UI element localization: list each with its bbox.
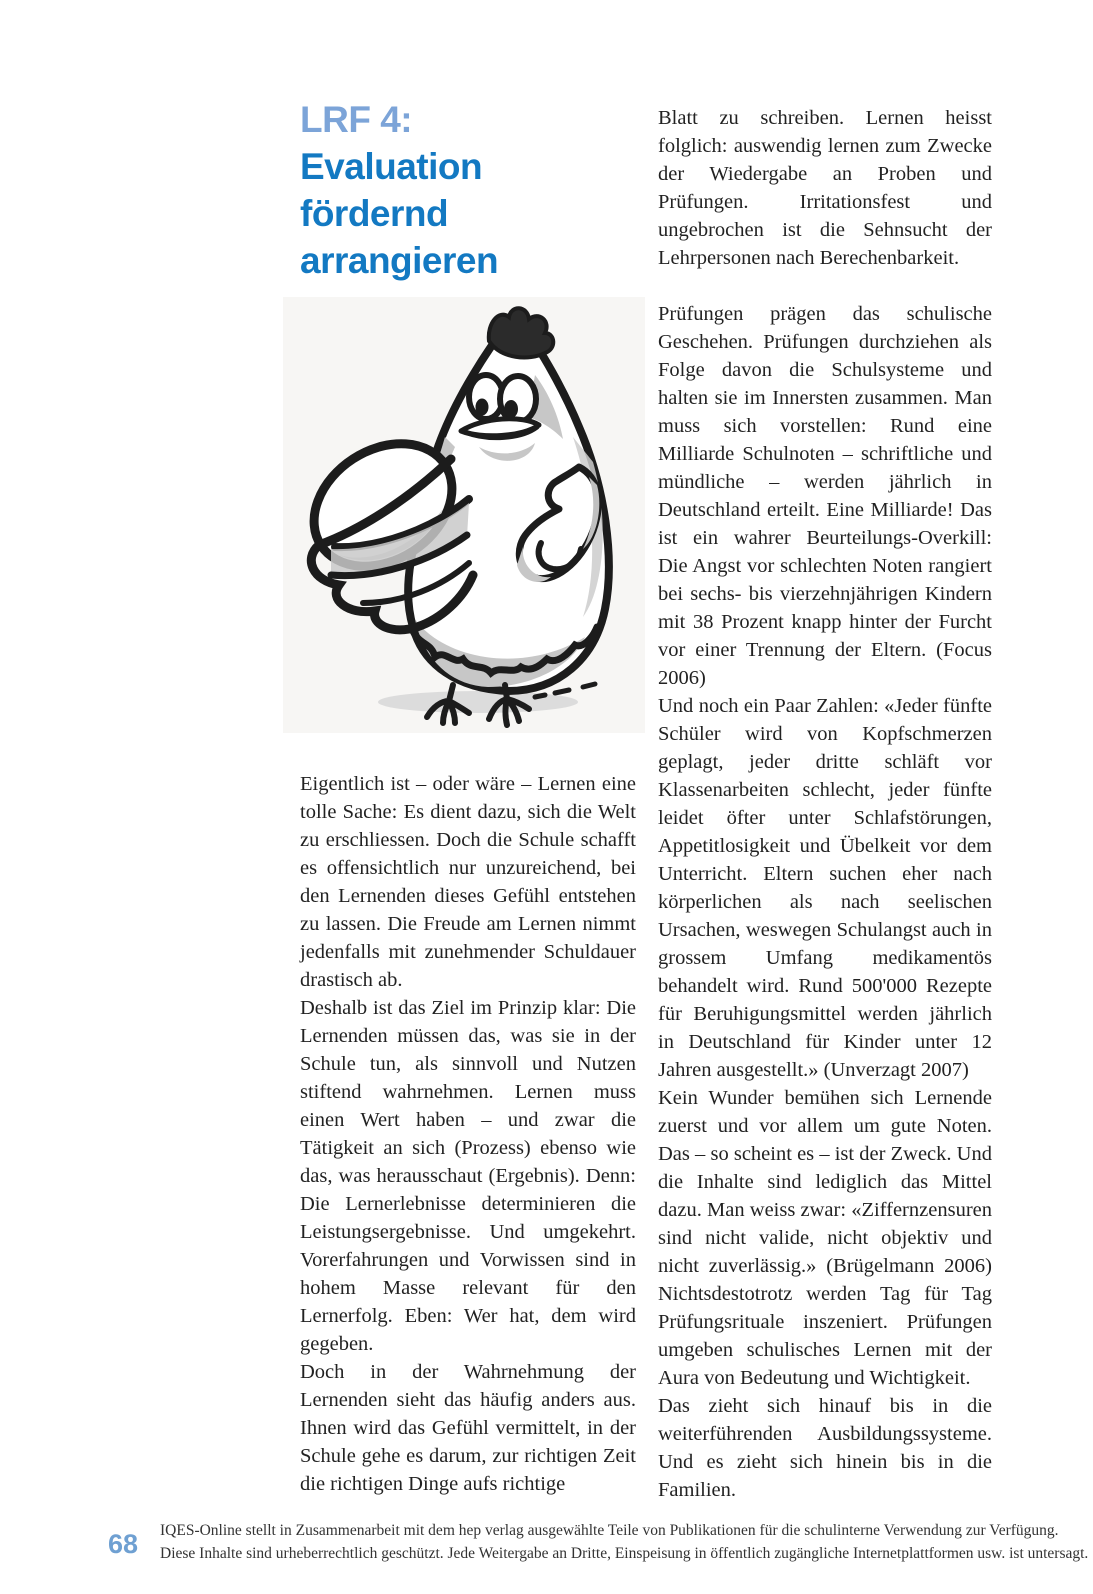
footer-copyright-line: Diese Inhalte sind urheberrechtlich geschützt. Jede Weitergabe an Dritte, Einspeisung in öffentlich zugängliche Internetplattformen usw. ist untersagt. xyxy=(160,1545,1089,1562)
page-title xyxy=(300,96,640,284)
body-paragraph: Kein Wunder bemühen sich Lernende zuerst und vor allem um gute Noten. Das – so scheint es – ist der Zweck. Und die Inhalte sind lediglich das Mittel dazu. Man weiss zwar: «Ziffernzensuren sind nicht valide, nicht objektiv und nicht zuverlässig.» (Brügelmann 2006) Nichtsdestotrotz werden Tag für Tag Prüfungsrituale inszeniert. Prüfungen umgeben schulisches Lernen mit der Aura von Bedeutung und Wichtigkeit. xyxy=(658,1087,992,1389)
footer-copyright xyxy=(160,1519,1089,1565)
footer-copyright-line: IQES-Online stellt in Zusammenarbeit mit dem hep verlag ausgewählte Teile von Publikationen für die schulinterne Verwendung zur Verfügung. xyxy=(160,1522,1059,1539)
body-paragraph: Deshalb ist das Ziel im Prinzip klar: Die Lernenden müssen das, was sie in der Schule tun, als sinnvoll und Nutzen stiftend wahrnehmen. Lernen muss einen Wert haben – und zwar die Tätigkeit an sich (Prozess) ebenso wie das, was herausschaut (Ergebnis). Denn: Die Lernerlebnisse determinieren die Leistungsergebnisse. Und umgekehrt. Vorerfahrungen und Vorwissen sind in hohem Masse relevant für den Lernerfolg. Eben: Wer hat, dem wird gegeben. xyxy=(300,997,636,1355)
chicken-illustration-svg xyxy=(283,297,645,733)
title-kicker: LRF 4: xyxy=(300,99,413,140)
right-text-column xyxy=(658,104,992,1504)
chicken-illustration xyxy=(283,297,645,733)
body-paragraph: Und noch ein Paar Zahlen: «Jeder fünfte Schüler wird von Kopfschmerzen geplagt, jeder dritte schläft vor Klassenarbeiten schlecht, jeder fünfte leidet öfter unter Schlafstörungen, Appetitlosigkeit und Übelkeit vor dem Unterricht. Eltern suchen eher nach körperlichen als nach seelischen Ursachen, weswegen Schulangst auch in grossem Umfang medikamentös behandelt wird. Rund 500'000 Rezepte für Beruhigungsmittel werden jährlich in Deutschland für Kinder unter 12 Jahren ausgestellt.» (Unverzagt 2007) xyxy=(658,695,992,1081)
body-paragraph: Das zieht sich hinauf bis in die weiterführenden Ausbildungssysteme. Und es zieht sich hinein bis in die Familien. xyxy=(658,1395,992,1501)
title-line-1: Evaluation xyxy=(300,146,483,187)
title-line-2: fördernd xyxy=(300,193,449,234)
title-line-3: arrangieren xyxy=(300,240,499,281)
left-text-column xyxy=(300,770,636,1498)
body-paragraph: Prüfungen prägen das schulische Geschehen. Prüfungen durchziehen als Folge davon die Schulsysteme und halten sie im Innersten zusammen. Man muss sich vorstellen: Rund eine Milliarde Schulnoten – schriftliche und mündliche – werden jährlich in Deutschland erteilt. Eine Milliarde! Das ist ein wahrer Beurteilungs-Overkill: Die Angst vor schlechten Noten rangiert bei sechs- bis vierzehnjährigen Kindern mit 38 Prozent knapp hinter der Furcht vor einer Trennung der Eltern. (Focus 2006) xyxy=(658,303,992,689)
page-number: 68 xyxy=(108,1529,139,1559)
body-paragraph: Doch in der Wahrnehmung der Lernenden sieht das häufig anders aus. Ihnen wird das Gefühl vermittelt, in der Schule gehe es darum, zur richtigen Zeit die richtigen Dinge aufs richtige xyxy=(300,1361,636,1495)
body-paragraph: Blatt zu schreiben. Lernen heisst folglich: auswendig lernen zum Zwecke der Wiedergabe an Proben und Prüfungen. Irritationsfest und ungebrochen ist die Sehnsucht der Lehrpersonen nach Berechenbarkeit. xyxy=(658,107,992,269)
body-paragraph: Eigentlich ist – oder wäre – Lernen eine tolle Sache: Es dient dazu, sich die Welt zu erschliessen. Doch die Schule schafft es offensichtlich nur unzureichend, bei den Lernenden dieses Gefühl entstehen zu lassen. Die Freude am Lernen nimmt jedenfalls mit zunehmender Schuldauer drastisch ab. xyxy=(300,773,636,991)
